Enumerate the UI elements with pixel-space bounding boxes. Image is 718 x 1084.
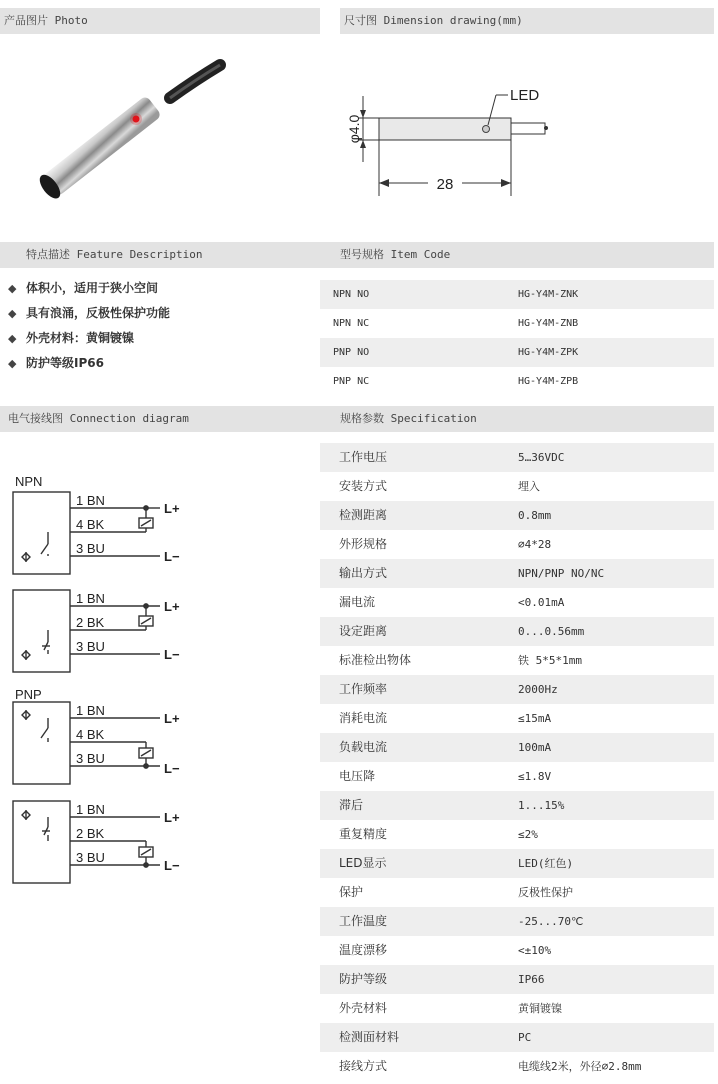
table-row: 消耗电流 ≤15mA (339, 711, 552, 725)
terminal-plus: L+ (164, 501, 180, 516)
diamond-bullet-icon: ◆ (8, 357, 17, 370)
table-row: 重复精度 ≤2% (339, 827, 538, 841)
table-row: 输出方式 NPN/PNP NO/NC (320, 559, 714, 588)
table-row: 负载电流 100mA (320, 733, 714, 762)
terminal-minus: L− (164, 647, 180, 662)
item-code-header-label: 型号规格 Item Code (340, 248, 451, 261)
dim-led (483, 126, 490, 133)
terminal-minus: L− (164, 549, 180, 564)
dimension-drawing (330, 78, 560, 198)
product-photo (20, 50, 240, 220)
photo-header (0, 8, 320, 34)
table-row: 检测面材料 PC (320, 1023, 714, 1052)
specification-header-label: 规格参数 Specification (340, 412, 477, 425)
table-row: LED显示 LED(红色) (320, 849, 714, 878)
dimension-header (340, 8, 714, 34)
feature-item: ◆ 防护等级IP66 (8, 356, 104, 370)
table-row: 电压降 ≤1.8V (339, 769, 552, 783)
diamond-bullet-icon: ◆ (8, 307, 17, 320)
wire-label: 1 BN (76, 703, 105, 718)
item-code-header (320, 242, 714, 268)
table-row: 温度漂移 <±10% (339, 943, 552, 957)
wire-label: 1 BN (76, 493, 105, 508)
photo-header-label: 产品图片 Photo (4, 14, 88, 27)
wire-label: 3 BU (76, 639, 105, 654)
wire-label: 1 BN (76, 802, 105, 817)
pnp-label: PNP (15, 687, 42, 702)
sensor-body (42, 95, 162, 197)
table-row: 工作频率 2000Hz (320, 675, 714, 704)
dimension-header-label: 尺寸图 Dimension drawing(mm) (344, 14, 523, 27)
wire-label: 3 BU (76, 850, 105, 865)
terminal-plus: L+ (164, 599, 180, 614)
dim-cable (511, 123, 545, 134)
wire-label: 2 BK (76, 826, 105, 841)
table-row: 安装方式 埋入 (339, 479, 540, 493)
wire-label: 4 BK (76, 727, 105, 742)
npn-label: NPN (15, 474, 43, 489)
table-row: 标准检出物体 铁 5*5*1mm (339, 653, 582, 667)
dim-body (379, 118, 511, 140)
table-row: 工作电压 5…36VDC (320, 443, 714, 472)
table-row: NPN NC HG-Y4M-ZNB (333, 318, 579, 329)
table-row: 外形规格 ∅4*28 (339, 537, 552, 551)
feature-item: ◆ 具有浪涌，反极性保护功能 (8, 306, 171, 320)
specification-table (320, 443, 714, 1081)
dim-length-label: 28 (436, 176, 454, 193)
dim-diameter-label: φ4.0 (346, 114, 362, 144)
table-row: 检测距离 0.8mm (320, 501, 714, 530)
connection-header-label: 电气接线图 Connection diagram (8, 412, 189, 425)
terminal-plus: L+ (164, 711, 180, 726)
terminal-minus: L− (164, 858, 180, 873)
wire-label: 4 BK (76, 517, 105, 532)
table-row: 漏电流 <0.01mA (339, 595, 565, 609)
table-row: 设定距离 0...0.56mm (320, 617, 714, 646)
diamond-bullet-icon: ◆ (8, 332, 17, 345)
table-row: 工作温度 -25...70℃ (320, 907, 714, 936)
table-row: 接线方式 电缆线2米，外径∅2.8mm (339, 1059, 642, 1073)
feature-header (0, 242, 320, 268)
table-row: PNP NO HG-Y4M-ZPK (320, 338, 714, 367)
table-row: 防护等级 IP66 (320, 965, 714, 994)
item-code-table (320, 280, 714, 396)
feature-item: ◆ 外壳材料：黄铜镀镍 (8, 331, 135, 345)
table-row: 外壳材料 黄铜镀镍 (339, 1001, 562, 1015)
terminal-minus: L− (164, 761, 180, 776)
feature-item: ◆ 体积小，适用于狭小空间 (8, 281, 159, 295)
connection-diagrams (0, 470, 200, 890)
table-row: 滞后 1...15% (320, 791, 714, 820)
wire-label: 1 BN (76, 591, 105, 606)
dim-led-label: LED (510, 87, 540, 104)
connection-header (0, 406, 320, 432)
diamond-bullet-icon: ◆ (8, 282, 17, 295)
table-row: PNP NC HG-Y4M-ZPB (333, 376, 579, 387)
specification-header (320, 406, 714, 432)
wire-label: 3 BU (76, 751, 105, 766)
wire-label: 3 BU (76, 541, 105, 556)
table-row: NPN NO HG-Y4M-ZNK (320, 280, 714, 309)
table-row: 保护 反极性保护 (339, 885, 573, 899)
terminal-plus: L+ (164, 810, 180, 825)
feature-header-label: 特点描述 Feature Description (26, 248, 203, 261)
wire-label: 2 BK (76, 615, 105, 630)
